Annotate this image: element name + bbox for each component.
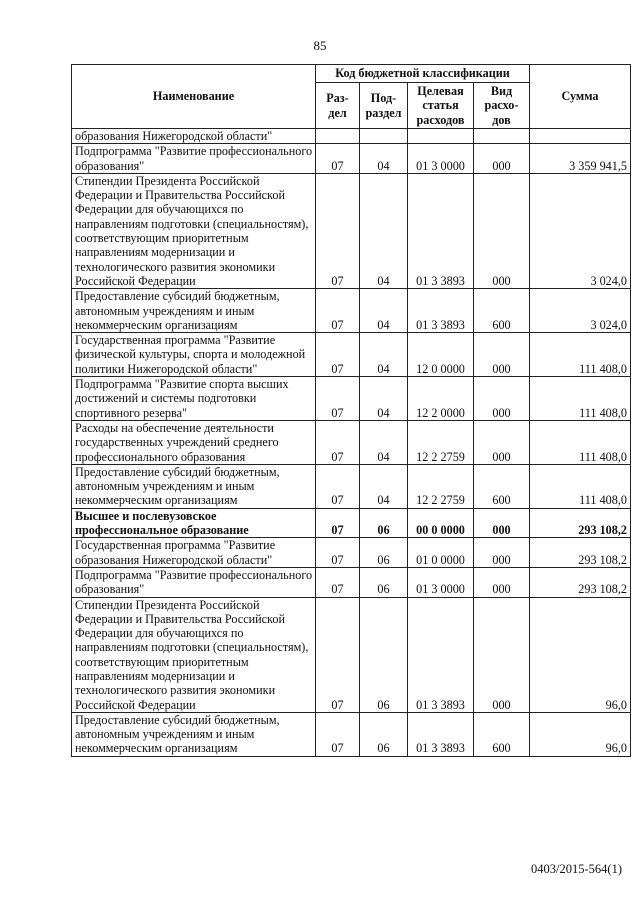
row-name-cell: Предоставление субсидий бюджетным, автономным учреждениям и иным некоммерческим организациям bbox=[72, 464, 316, 508]
row-section-cell: 07 bbox=[316, 377, 360, 421]
row-subsection-cell: 04 bbox=[360, 289, 408, 333]
row-amount-cell: 293 108,2 bbox=[530, 538, 631, 568]
header-subsection: Под-раздел bbox=[360, 83, 408, 129]
row-amount-cell: 111 408,0 bbox=[530, 333, 631, 377]
header-amount: Сумма bbox=[530, 65, 631, 129]
row-amount-cell: 111 408,0 bbox=[530, 464, 631, 508]
row-amount-cell: 111 408,0 bbox=[530, 420, 631, 464]
row-section-cell: 07 bbox=[316, 508, 360, 538]
row-amount-cell: 111 408,0 bbox=[530, 377, 631, 421]
header-code-group: Код бюджетной классификации bbox=[316, 65, 530, 83]
row-amount-cell: 96,0 bbox=[530, 712, 631, 756]
row-type-cell: 000 bbox=[474, 597, 530, 712]
row-target-cell: 12 2 0000 bbox=[408, 377, 474, 421]
row-target-cell: 01 3 3893 bbox=[408, 289, 474, 333]
row-name-cell: Высшее и послевузовское профессиональное образование bbox=[72, 508, 316, 538]
table-row bbox=[72, 289, 631, 333]
row-target-cell: 12 2 2759 bbox=[408, 464, 474, 508]
table-row bbox=[72, 567, 631, 597]
row-subsection-cell: 04 bbox=[360, 377, 408, 421]
row-type-cell: 000 bbox=[474, 377, 530, 421]
table-row bbox=[72, 420, 631, 464]
row-amount-cell: 96,0 bbox=[530, 597, 631, 712]
row-name-cell: Расходы на обеспечение деятельности государственных учреждений среднего профессионального образования bbox=[72, 420, 316, 464]
row-type-cell bbox=[474, 129, 530, 144]
row-target-cell: 01 3 0000 bbox=[408, 144, 474, 174]
row-target-cell: 01 3 3893 bbox=[408, 597, 474, 712]
table-row bbox=[72, 538, 631, 568]
row-subsection-cell: 06 bbox=[360, 712, 408, 756]
row-section-cell: 07 bbox=[316, 289, 360, 333]
row-amount-cell: 3 024,0 bbox=[530, 173, 631, 288]
row-subsection-cell: 04 bbox=[360, 464, 408, 508]
table-row bbox=[72, 333, 631, 377]
table-row bbox=[72, 144, 631, 174]
table-row bbox=[72, 173, 631, 288]
header-section: Раз-дел bbox=[316, 83, 360, 129]
row-name-cell: Подпрограмма "Развитие спорта высших достижений и системы подготовки спортивного резерва" bbox=[72, 377, 316, 421]
row-section-cell: 07 bbox=[316, 464, 360, 508]
row-section-cell: 07 bbox=[316, 333, 360, 377]
row-type-cell: 000 bbox=[474, 420, 530, 464]
budget-table bbox=[71, 64, 631, 757]
row-name-cell: Подпрограмма "Развитие профессионального образования" bbox=[72, 144, 316, 174]
row-name-cell: Государственная программа "Развитие образования Нижегородской области" bbox=[72, 538, 316, 568]
table-row bbox=[72, 464, 631, 508]
row-name-cell: Государственная программа "Развитие физической культуры, спорта и молодежной политики Нижегородской области" bbox=[72, 333, 316, 377]
row-target-cell: 01 3 3893 bbox=[408, 712, 474, 756]
table-row bbox=[72, 129, 631, 144]
row-type-cell: 600 bbox=[474, 712, 530, 756]
row-section-cell: 07 bbox=[316, 538, 360, 568]
row-type-cell: 000 bbox=[474, 538, 530, 568]
document-code: 0403/2015-564(1) bbox=[531, 862, 622, 876]
row-target-cell: 01 3 3893 bbox=[408, 173, 474, 288]
row-section-cell: 07 bbox=[316, 173, 360, 288]
row-target-cell: 12 2 2759 bbox=[408, 420, 474, 464]
row-target-cell: 01 0 0000 bbox=[408, 538, 474, 568]
row-target-cell: 12 0 0000 bbox=[408, 333, 474, 377]
row-amount-cell: 3 024,0 bbox=[530, 289, 631, 333]
row-type-cell: 000 bbox=[474, 567, 530, 597]
row-subsection-cell: 06 bbox=[360, 597, 408, 712]
page-number: 85 bbox=[313, 38, 327, 53]
row-subsection-cell: 04 bbox=[360, 173, 408, 288]
row-section-cell bbox=[316, 129, 360, 144]
row-amount-cell bbox=[530, 129, 631, 144]
row-type-cell: 000 bbox=[474, 173, 530, 288]
row-subsection-cell: 06 bbox=[360, 508, 408, 538]
row-section-cell: 07 bbox=[316, 597, 360, 712]
header-name: Наименование bbox=[72, 65, 316, 129]
row-section-cell: 07 bbox=[316, 420, 360, 464]
row-amount-cell: 3 359 941,5 bbox=[530, 144, 631, 174]
row-subsection-cell: 04 bbox=[360, 420, 408, 464]
table-row bbox=[72, 712, 631, 756]
row-subsection-cell bbox=[360, 129, 408, 144]
row-type-cell: 000 bbox=[474, 333, 530, 377]
table-row bbox=[72, 508, 631, 538]
row-amount-cell: 293 108,2 bbox=[530, 567, 631, 597]
row-name-cell: Стипендии Президента Российской Федерации и Правительства Российской Федерации для обучающихся по направлениям подготовки (специальностям), соответствующим приоритетным направлениям модернизации и технологического развития экономики Российской Федерации bbox=[72, 173, 316, 288]
table-row bbox=[72, 377, 631, 421]
row-subsection-cell: 04 bbox=[360, 333, 408, 377]
row-name-cell: Предоставление субсидий бюджетным, автономным учреждениям и иным некоммерческим организациям bbox=[72, 712, 316, 756]
row-target-cell bbox=[408, 129, 474, 144]
row-type-cell: 000 bbox=[474, 144, 530, 174]
row-type-cell: 600 bbox=[474, 289, 530, 333]
row-section-cell: 07 bbox=[316, 712, 360, 756]
row-name-cell: Подпрограмма "Развитие профессионального образования" bbox=[72, 567, 316, 597]
row-section-cell: 07 bbox=[316, 567, 360, 597]
row-target-cell: 01 3 0000 bbox=[408, 567, 474, 597]
row-subsection-cell: 06 bbox=[360, 567, 408, 597]
table-row bbox=[72, 597, 631, 712]
row-subsection-cell: 04 bbox=[360, 144, 408, 174]
row-subsection-cell: 06 bbox=[360, 538, 408, 568]
header-target: Целевая статья расходов bbox=[408, 83, 474, 129]
row-type-cell: 000 bbox=[474, 508, 530, 538]
row-name-cell: Предоставление субсидий бюджетным, автономным учреждениям и иным некоммерческим организациям bbox=[72, 289, 316, 333]
table-body bbox=[72, 129, 631, 757]
header-type: Вид расхо-дов bbox=[474, 83, 530, 129]
row-name-cell: образования Нижегородской области" bbox=[72, 129, 316, 144]
row-target-cell: 00 0 0000 bbox=[408, 508, 474, 538]
row-section-cell: 07 bbox=[316, 144, 360, 174]
row-name-cell: Стипендии Президента Российской Федерации и Правительства Российской Федерации для обучающихся по направлениям подготовки (специальностям), соответствующим приоритетным направлениям модернизации и технологического развития экономики Российской Федерации bbox=[72, 597, 316, 712]
row-type-cell: 600 bbox=[474, 464, 530, 508]
row-amount-cell: 293 108,2 bbox=[530, 508, 631, 538]
